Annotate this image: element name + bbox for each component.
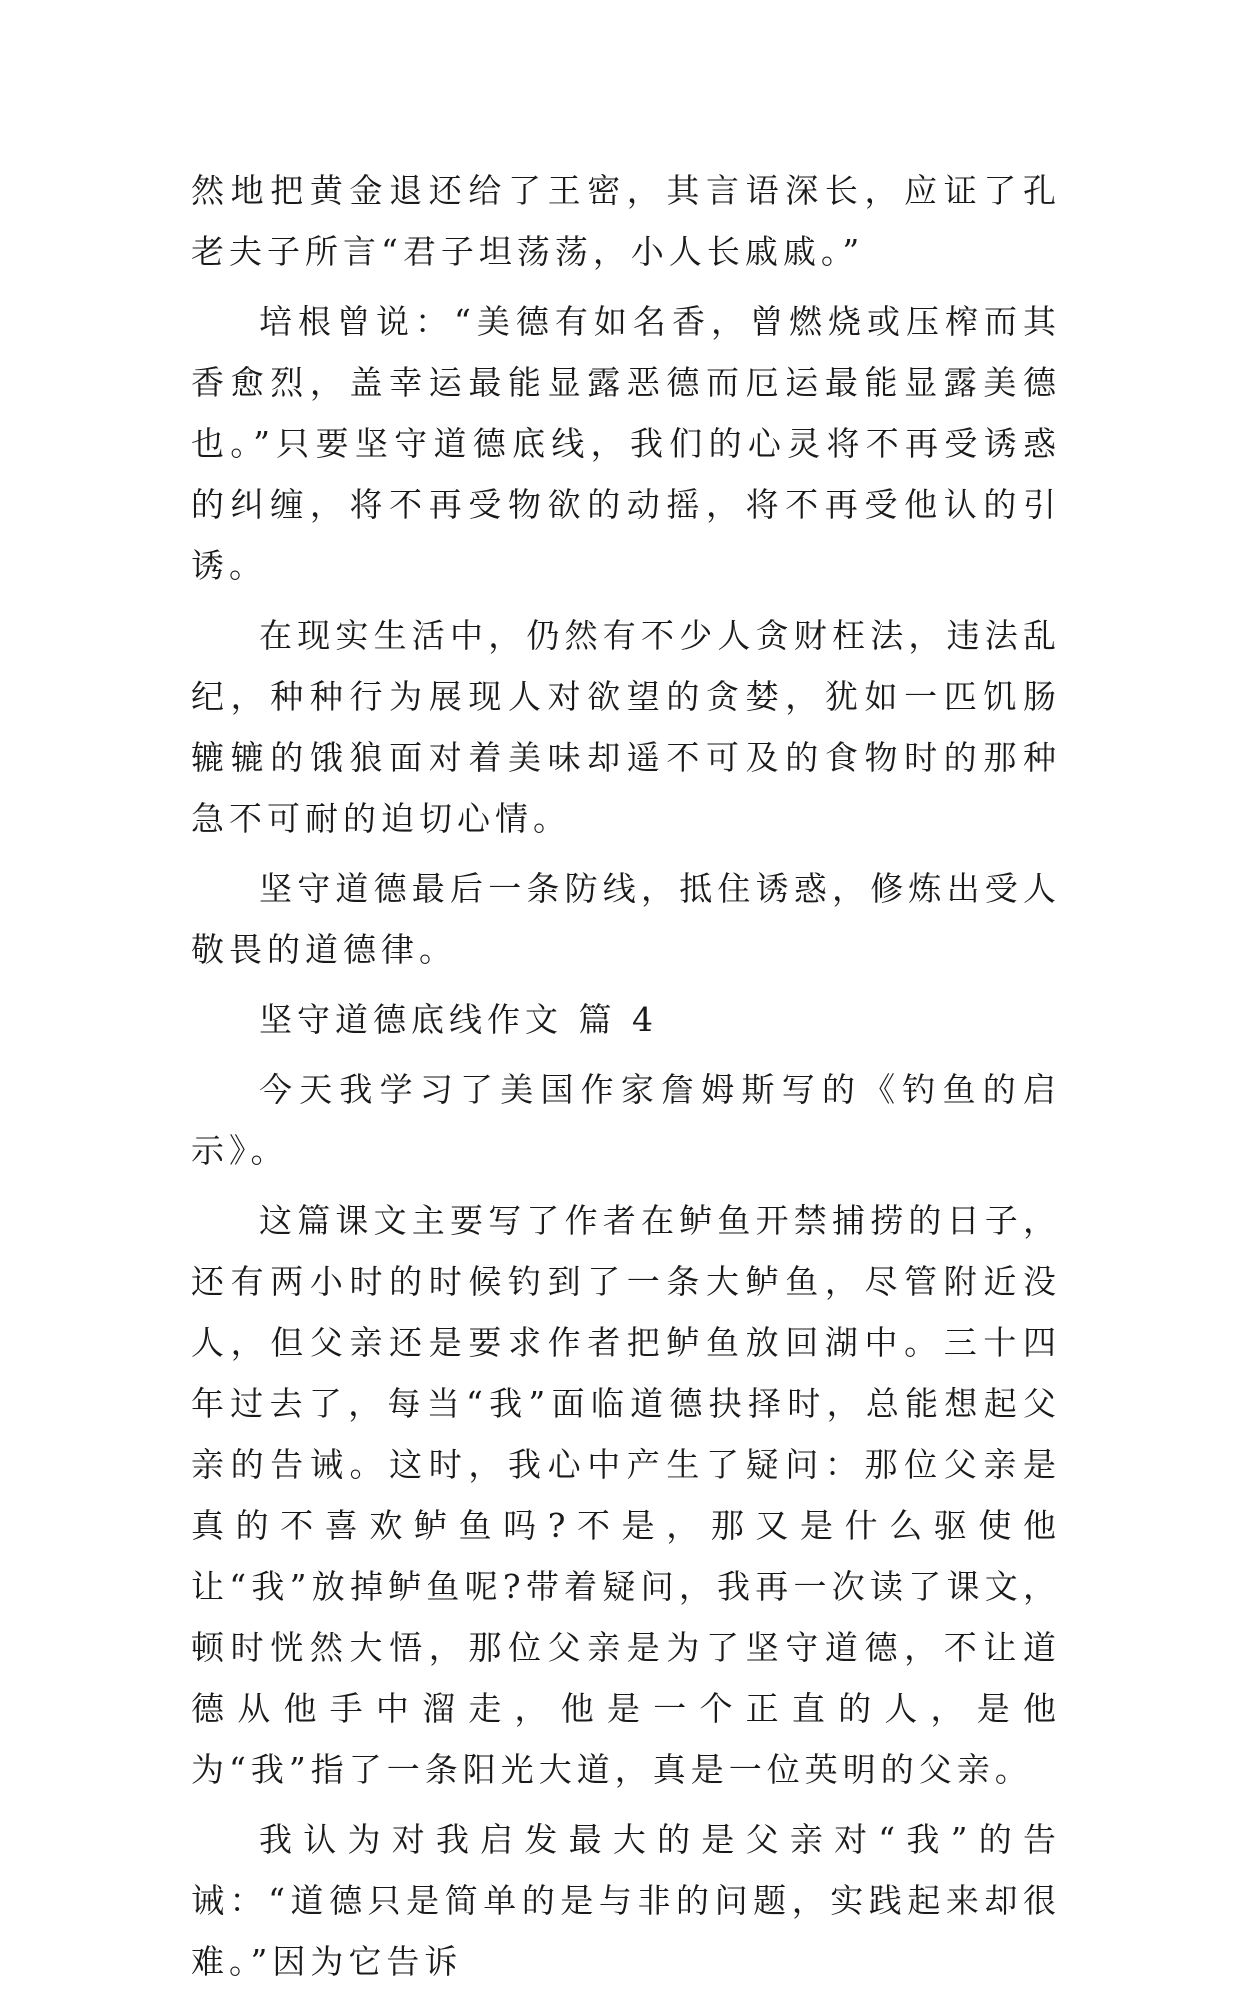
section-heading: 坚守道德底线作文 篇 4 [259,1000,658,1039]
paragraph: 我认为对我启发最大的是父亲对“我”的告诫：“道德只是简单的是与非的问题，实践起来却很难。”因为它告诉 [191,1820,1061,1981]
paragraph: 这篇课文主要写了作者在鲈鱼开禁捕捞的日子，还有两小时的时候钓到了一条大鲈鱼，尽管附近没人，但父亲还是要求作者把鲈鱼放回湖中。三十四年过去了，每当“我”面临道德抉择时，总能想起父亲的告诫。这时，我心中产生了疑问：那位父亲是真的不喜欢鲈鱼吗?不是，那又是什么驱使他让“我”放掉鲈鱼呢?带着疑问，我再一次读了课文，顿时恍然大悟，那位父亲是为了坚守道德，不让道德从他手中溜走，他是一个正直的人，是他为“我”指了一条阳光大道，真是一位英明的父亲。 [191,1201,1061,1789]
paragraph: 坚守道德最后一条防线，抵住诱惑，修炼出受人敬畏的道德律。 [191,869,1061,969]
paragraph: 在现实生活中，仍然有不少人贪财枉法，违法乱纪，种种行为展现人对欲望的贪婪，犹如一匹饥肠辘辘的饿狼面对着美味却遥不可及的食物时的那种急不可耐的迫切心情。 [191,616,1061,838]
paragraph: 培根曾说：“美德有如名香，曾燃烧或压榨而其香愈烈，盖幸运最能显露恶德而厄运最能显露美德也。”只要坚守道德底线，我们的心灵将不再受诱惑的纠缠，将不再受物欲的动摇，将不再受他认的引诱。 [191,302,1061,585]
paragraph: 然地把黄金退还给了王密，其言语深长，应证了孔老夫子所言“君子坦荡荡，小人长戚戚。” [191,171,1061,271]
document-body [191,160,1061,2001]
paragraph: 今天我学习了美国作家詹姆斯写的《钓鱼的启示》。 [191,1070,1061,1170]
